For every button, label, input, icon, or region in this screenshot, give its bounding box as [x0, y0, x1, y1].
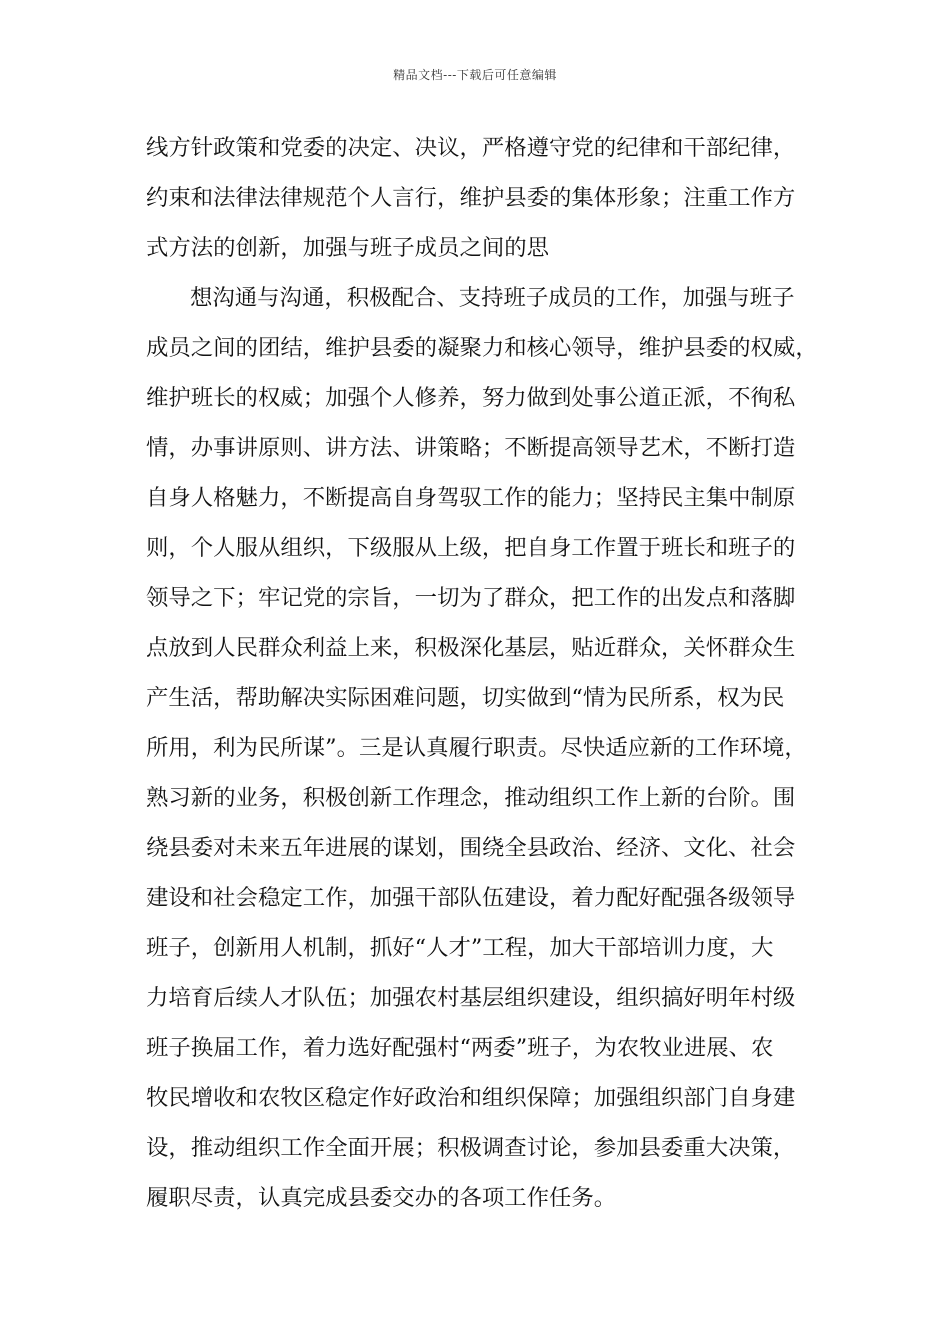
text-line: 所用，利为民所谋”。三是认真履行职责。尽快适应新的工作环境， — [146, 735, 807, 761]
text-line: 线方针政策和党委的决定、决议，严格遵守党的纪律和干部纪律， — [146, 135, 796, 161]
text-line: 建设和社会稳定工作，加强干部队伍建设，着力配好配强各级领导 — [146, 885, 796, 911]
text-line: 情，办事讲原则、讲方法、讲策略；不断提高领导艺术，不断打造 — [146, 435, 796, 461]
text-line: 自身人格魅力，不断提高自身驾驭工作的能力；坚持民主集中制原 — [146, 485, 796, 511]
text-line: 班子，创新用人机制，抓好“人才”工程，加大干部培训力度，大 — [146, 935, 774, 961]
text-line: 力培育后续人才队伍；加强农村基层组织建设，组织搞好明年村级 — [146, 985, 796, 1011]
text-line: 熟习新的业务，积极创新工作理念，推动组织工作上新的台阶。围 — [146, 785, 796, 811]
text-line: 领导之下；牢记党的宗旨，一切为了群众，把工作的出发点和落脚 — [146, 585, 796, 611]
text-line: 设，推动组织工作全面开展；积极调查讨论，参加县委重大决策， — [146, 1135, 796, 1161]
text-line: 则，个人服从组织，下级服从上级，把自身工作置于班长和班子的 — [146, 535, 796, 561]
text-line: 点放到人民群众利益上来，积极深化基层，贴近群众，关怀群众生 — [146, 635, 796, 661]
page-header: 精品文档---下载后可任意编辑 — [393, 68, 557, 82]
text-line: 绕县委对未来五年进展的谋划，围绕全县政治、经济、文化、社会 — [146, 835, 796, 861]
text-line: 产生活，帮助解决实际困难问题，切实做到“情为民所系，权为民 — [146, 685, 785, 711]
text-line: 成员之间的团结，维护县委的凝聚力和核心领导，维护县委的权威， — [146, 335, 818, 361]
text-line: 班子换届工作，着力选好配强村“两委”班子，为农牧业进展、农 — [146, 1035, 774, 1061]
text-line: 履职尽责，认真完成县委交办的各项工作任务。 — [146, 1185, 617, 1211]
paragraph-first-line: 想沟通与沟通，积极配合、支持班子成员的工作，加强与班子 — [190, 285, 795, 311]
text-line: 牧民增收和农牧区稳定作好政治和组织保障；加强组织部门自身建 — [146, 1085, 796, 1111]
text-line: 式方法的创新，加强与班子成员之间的思 — [146, 235, 550, 261]
text-line: 维护班长的权威；加强个人修养，努力做到处事公道正派，不徇私 — [146, 385, 796, 411]
text-line: 约束和法律法律规范个人言行，维护县委的集体形象；注重工作方 — [146, 185, 796, 211]
